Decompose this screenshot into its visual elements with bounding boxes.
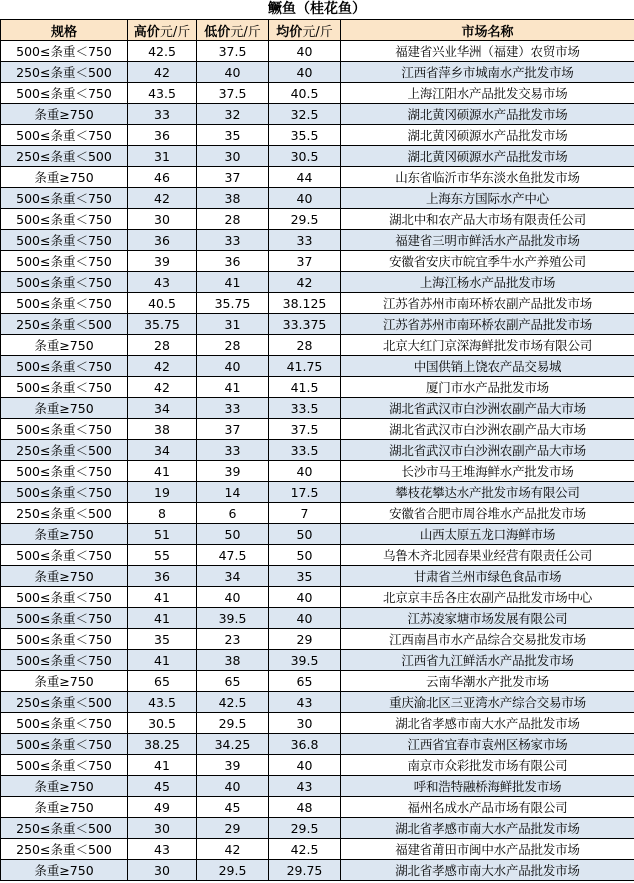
- cell-spec: 250≤条重＜500: [1, 839, 128, 860]
- cell-low-price: 32: [197, 104, 269, 125]
- cell-spec: 500≤条重＜750: [1, 251, 128, 272]
- cell-avg-price: 29.5: [269, 818, 341, 839]
- cell-spec: 500≤条重＜750: [1, 209, 128, 230]
- cell-market-name: 乌鲁木齐北园春果业经营有限责任公司: [341, 545, 634, 566]
- cell-high-price: 43.5: [128, 83, 197, 104]
- cell-low-price: 33: [197, 230, 269, 251]
- cell-low-price: 31: [197, 314, 269, 335]
- header-row: [1, 20, 634, 41]
- cell-spec: 500≤条重＜750: [1, 188, 128, 209]
- cell-spec: 500≤条重＜750: [1, 713, 128, 734]
- cell-spec: 条重≥750: [1, 776, 128, 797]
- cell-market-name: 湖北省武汉市白沙洲农副产品大市场: [341, 398, 634, 419]
- cell-avg-price: 48: [269, 797, 341, 818]
- cell-market-name: 湖北省孝感市南大水产品批发市场: [341, 860, 634, 881]
- cell-spec: 250≤条重＜500: [1, 62, 128, 83]
- cell-high-price: 46: [128, 167, 197, 188]
- cell-high-price: 42: [128, 62, 197, 83]
- cell-avg-price: 40: [269, 461, 341, 482]
- cell-avg-price: 40: [269, 755, 341, 776]
- cell-avg-price: 36.8: [269, 734, 341, 755]
- cell-high-price: 28: [128, 335, 197, 356]
- table-row: [1, 146, 634, 167]
- table-row: [1, 62, 634, 83]
- table-row: [1, 188, 634, 209]
- cell-high-price: 38: [128, 419, 197, 440]
- cell-avg-price: 37: [269, 251, 341, 272]
- cell-avg-price: 41.75: [269, 356, 341, 377]
- cell-high-price: 41: [128, 608, 197, 629]
- cell-spec: 500≤条重＜750: [1, 461, 128, 482]
- table-row: [1, 167, 634, 188]
- cell-market-name: 福州名成水产品市场有限公司: [341, 797, 634, 818]
- cell-low-price: 6: [197, 503, 269, 524]
- table-row: [1, 860, 634, 881]
- cell-avg-price: 28: [269, 335, 341, 356]
- cell-market-name: 湖北省武汉市白沙洲农副产品大市场: [341, 419, 634, 440]
- cell-high-price: 35.75: [128, 314, 197, 335]
- cell-market-name: 攀枝花攀达水产批发市场有限公司: [341, 482, 634, 503]
- header-spec: 规格: [1, 20, 128, 41]
- cell-market-name: 江西省九江鲜活水产品批发市场: [341, 650, 634, 671]
- cell-low-price: 33: [197, 398, 269, 419]
- cell-spec: 500≤条重＜750: [1, 545, 128, 566]
- cell-avg-price: 40: [269, 41, 341, 62]
- cell-market-name: 甘肃省兰州市绿色食品市场: [341, 566, 634, 587]
- cell-spec: 250≤条重＜500: [1, 146, 128, 167]
- table-row: [1, 440, 634, 461]
- cell-spec: 500≤条重＜750: [1, 734, 128, 755]
- cell-low-price: 39.5: [197, 608, 269, 629]
- cell-spec: 500≤条重＜750: [1, 482, 128, 503]
- cell-market-name: 山东省临沂市华东淡水鱼批发市场: [341, 167, 634, 188]
- table-row: [1, 209, 634, 230]
- cell-high-price: 35: [128, 629, 197, 650]
- cell-high-price: 42: [128, 188, 197, 209]
- cell-avg-price: 43: [269, 692, 341, 713]
- cell-market-name: 中国供销上饶农产品交易城: [341, 356, 634, 377]
- cell-market-name: 福建省兴业华洲（福建）农贸市场: [341, 41, 634, 62]
- table-row: [1, 776, 634, 797]
- table-row: [1, 797, 634, 818]
- table-row: [1, 566, 634, 587]
- cell-high-price: 30: [128, 818, 197, 839]
- cell-avg-price: 41.5: [269, 377, 341, 398]
- cell-high-price: 41: [128, 587, 197, 608]
- cell-low-price: 41: [197, 377, 269, 398]
- price-table: [0, 19, 634, 881]
- cell-avg-price: 33: [269, 230, 341, 251]
- cell-low-price: 39: [197, 755, 269, 776]
- cell-low-price: 45: [197, 797, 269, 818]
- cell-spec: 500≤条重＜750: [1, 587, 128, 608]
- cell-avg-price: 40.5: [269, 83, 341, 104]
- table-row: [1, 629, 634, 650]
- table-row: [1, 125, 634, 146]
- cell-market-name: 江西省宜春市袁州区杨家市场: [341, 734, 634, 755]
- cell-low-price: 37: [197, 167, 269, 188]
- cell-high-price: 19: [128, 482, 197, 503]
- cell-high-price: 36: [128, 230, 197, 251]
- header-avg-label: 均价: [276, 24, 303, 40]
- cell-high-price: 41: [128, 461, 197, 482]
- cell-high-price: 49: [128, 797, 197, 818]
- cell-low-price: 36: [197, 251, 269, 272]
- cell-low-price: 40: [197, 587, 269, 608]
- cell-avg-price: 30.5: [269, 146, 341, 167]
- cell-low-price: 37.5: [197, 41, 269, 62]
- cell-low-price: 34.25: [197, 734, 269, 755]
- cell-high-price: 51: [128, 524, 197, 545]
- table-row: [1, 650, 634, 671]
- table-row: [1, 608, 634, 629]
- table-row: [1, 272, 634, 293]
- cell-spec: 条重≥750: [1, 104, 128, 125]
- header-high-label: 高价: [133, 24, 160, 40]
- cell-low-price: 37: [197, 419, 269, 440]
- cell-high-price: 43: [128, 839, 197, 860]
- cell-high-price: 43.5: [128, 692, 197, 713]
- cell-market-name: 江苏省苏州市南环桥农副产品批发市场: [341, 293, 634, 314]
- cell-avg-price: 42.5: [269, 839, 341, 860]
- cell-spec: 500≤条重＜750: [1, 356, 128, 377]
- cell-market-name: 湖北黄冈硕源水产品批发市场: [341, 125, 634, 146]
- cell-low-price: 41: [197, 272, 269, 293]
- cell-avg-price: 30: [269, 713, 341, 734]
- cell-low-price: 65: [197, 671, 269, 692]
- cell-market-name: 长沙市马王堆海鲜水产批发市场: [341, 461, 634, 482]
- cell-market-name: 湖北省孝感市南大水产品批发市场: [341, 713, 634, 734]
- cell-low-price: 50: [197, 524, 269, 545]
- cell-market-name: 湖北黄冈硕源水产品批发市场: [341, 104, 634, 125]
- cell-spec: 条重≥750: [1, 167, 128, 188]
- cell-spec: 500≤条重＜750: [1, 41, 128, 62]
- header-low-unit: 元/斤: [230, 24, 261, 40]
- cell-high-price: 34: [128, 440, 197, 461]
- cell-market-name: 北京京丰岳各庄农副产品批发市场中心: [341, 587, 634, 608]
- header-high-unit: 元/斤: [159, 24, 191, 40]
- cell-high-price: 30: [128, 209, 197, 230]
- table-row: [1, 545, 634, 566]
- header-avg-unit: 元/斤: [302, 24, 333, 40]
- cell-high-price: 42: [128, 377, 197, 398]
- header-avg: [269, 20, 341, 41]
- cell-spec: 500≤条重＜750: [1, 650, 128, 671]
- cell-high-price: 36: [128, 566, 197, 587]
- cell-market-name: 湖北省孝感市南大水产品批发市场: [341, 818, 634, 839]
- cell-low-price: 38: [197, 650, 269, 671]
- cell-high-price: 34: [128, 398, 197, 419]
- cell-spec: 条重≥750: [1, 524, 128, 545]
- cell-avg-price: 39.5: [269, 650, 341, 671]
- table-row: [1, 461, 634, 482]
- cell-spec: 500≤条重＜750: [1, 125, 128, 146]
- cell-avg-price: 35: [269, 566, 341, 587]
- cell-market-name: 厦门市水产品批发市场: [341, 377, 634, 398]
- cell-market-name: 安徽省安庆市皖宜季牛水产养殖公司: [341, 251, 634, 272]
- cell-spec: 500≤条重＜750: [1, 629, 128, 650]
- cell-avg-price: 7: [269, 503, 341, 524]
- cell-avg-price: 33.375: [269, 314, 341, 335]
- table-row: [1, 335, 634, 356]
- cell-spec: 500≤条重＜750: [1, 377, 128, 398]
- cell-high-price: 39: [128, 251, 197, 272]
- cell-high-price: 41: [128, 650, 197, 671]
- cell-spec: 500≤条重＜750: [1, 293, 128, 314]
- cell-avg-price: 50: [269, 524, 341, 545]
- cell-market-name: 上海江杨水产品批发市场: [341, 272, 634, 293]
- table-row: [1, 230, 634, 251]
- cell-low-price: 14: [197, 482, 269, 503]
- table-body: [1, 41, 634, 881]
- cell-avg-price: 29.5: [269, 209, 341, 230]
- cell-market-name: 湖北省武汉市白沙洲农副产品大市场: [341, 440, 634, 461]
- cell-avg-price: 50: [269, 545, 341, 566]
- cell-low-price: 39: [197, 461, 269, 482]
- cell-avg-price: 35.5: [269, 125, 341, 146]
- cell-low-price: 23: [197, 629, 269, 650]
- cell-spec: 250≤条重＜500: [1, 692, 128, 713]
- cell-avg-price: 29.75: [269, 860, 341, 881]
- table-row: [1, 419, 634, 440]
- cell-high-price: 41: [128, 755, 197, 776]
- cell-market-name: 北京大红门京深海鲜批发市场有限公司: [341, 335, 634, 356]
- cell-market-name: 江苏凌家塘市场发展有限公司: [341, 608, 634, 629]
- cell-low-price: 42.5: [197, 692, 269, 713]
- cell-low-price: 40: [197, 776, 269, 797]
- cell-market-name: 重庆渝北区三亚湾水产综合交易市场: [341, 692, 634, 713]
- cell-high-price: 33: [128, 104, 197, 125]
- cell-market-name: 江西南昌市水产品综合交易批发市场: [341, 629, 634, 650]
- cell-avg-price: 40: [269, 587, 341, 608]
- cell-high-price: 55: [128, 545, 197, 566]
- cell-avg-price: 33.5: [269, 398, 341, 419]
- cell-low-price: 35: [197, 125, 269, 146]
- cell-avg-price: 29: [269, 629, 341, 650]
- cell-low-price: 33: [197, 440, 269, 461]
- table-row: [1, 377, 634, 398]
- cell-market-name: 上海东方国际水产中心: [341, 188, 634, 209]
- cell-market-name: 山西太原五龙口海鲜市场: [341, 524, 634, 545]
- sheet-title: 鳜鱼（桂花鱼）: [268, 1, 366, 17]
- cell-spec: 500≤条重＜750: [1, 419, 128, 440]
- cell-spec: 500≤条重＜750: [1, 608, 128, 629]
- cell-high-price: 36: [128, 125, 197, 146]
- table-row: [1, 734, 634, 755]
- cell-low-price: 37.5: [197, 83, 269, 104]
- cell-market-name: 江苏省苏州市南环桥农副产品批发市场: [341, 314, 634, 335]
- cell-high-price: 43: [128, 272, 197, 293]
- cell-market-name: 云南华潮水产批发市场: [341, 671, 634, 692]
- cell-avg-price: 37.5: [269, 419, 341, 440]
- table-row: [1, 524, 634, 545]
- cell-high-price: 40.5: [128, 293, 197, 314]
- cell-high-price: 45: [128, 776, 197, 797]
- table-row: [1, 587, 634, 608]
- table-row: [1, 251, 634, 272]
- header-high: [128, 20, 197, 41]
- cell-avg-price: 40: [269, 62, 341, 83]
- cell-low-price: 40: [197, 62, 269, 83]
- cell-market-name: 呼和浩特融桥海鲜批发市场: [341, 776, 634, 797]
- table-row: [1, 713, 634, 734]
- cell-low-price: 30: [197, 146, 269, 167]
- cell-high-price: 30: [128, 860, 197, 881]
- cell-avg-price: 65: [269, 671, 341, 692]
- cell-market-name: 湖北中和农产品大市场有限责任公司: [341, 209, 634, 230]
- cell-low-price: 28: [197, 209, 269, 230]
- header-low: [197, 20, 269, 41]
- cell-avg-price: 17.5: [269, 482, 341, 503]
- cell-high-price: 38.25: [128, 734, 197, 755]
- cell-avg-price: 43: [269, 776, 341, 797]
- cell-market-name: 江西省萍乡市城南水产批发市场: [341, 62, 634, 83]
- cell-spec: 250≤条重＜500: [1, 440, 128, 461]
- table-row: [1, 83, 634, 104]
- cell-spec: 250≤条重＜500: [1, 314, 128, 335]
- cell-avg-price: 33.5: [269, 440, 341, 461]
- cell-market-name: 福建省莆田市闽中水产品批发市场: [341, 839, 634, 860]
- header-market: 市场名称: [341, 20, 634, 41]
- table-row: [1, 314, 634, 335]
- cell-low-price: 35.75: [197, 293, 269, 314]
- cell-high-price: 42.5: [128, 41, 197, 62]
- cell-low-price: 28: [197, 335, 269, 356]
- table-row: [1, 398, 634, 419]
- table-row: [1, 503, 634, 524]
- table-row: [1, 671, 634, 692]
- cell-market-name: 福建省三明市鲜活水产品批发市场: [341, 230, 634, 251]
- cell-low-price: 34: [197, 566, 269, 587]
- cell-low-price: 38: [197, 188, 269, 209]
- cell-spec: 条重≥750: [1, 398, 128, 419]
- cell-avg-price: 32.5: [269, 104, 341, 125]
- cell-high-price: 65: [128, 671, 197, 692]
- table-row: [1, 293, 634, 314]
- cell-high-price: 8: [128, 503, 197, 524]
- cell-high-price: 30.5: [128, 713, 197, 734]
- header-low-label: 低价: [204, 24, 231, 40]
- cell-spec: 条重≥750: [1, 860, 128, 881]
- table-row: [1, 356, 634, 377]
- table-row: [1, 755, 634, 776]
- cell-avg-price: 38.125: [269, 293, 341, 314]
- cell-avg-price: 44: [269, 167, 341, 188]
- cell-high-price: 31: [128, 146, 197, 167]
- cell-spec: 500≤条重＜750: [1, 83, 128, 104]
- cell-spec: 250≤条重＜500: [1, 818, 128, 839]
- cell-avg-price: 40: [269, 188, 341, 209]
- cell-low-price: 47.5: [197, 545, 269, 566]
- table-row: [1, 692, 634, 713]
- cell-low-price: 29.5: [197, 860, 269, 881]
- cell-spec: 500≤条重＜750: [1, 755, 128, 776]
- cell-market-name: 上海江阳水产品批发交易市场: [341, 83, 634, 104]
- cell-low-price: 42: [197, 839, 269, 860]
- cell-spec: 条重≥750: [1, 797, 128, 818]
- table-row: [1, 818, 634, 839]
- cell-market-name: 湖北黄冈硕源水产品批发市场: [341, 146, 634, 167]
- cell-market-name: 南京市众彩批发市场有限公司: [341, 755, 634, 776]
- cell-avg-price: 40: [269, 608, 341, 629]
- cell-spec: 500≤条重＜750: [1, 272, 128, 293]
- table-row: [1, 482, 634, 503]
- cell-spec: 条重≥750: [1, 335, 128, 356]
- cell-low-price: 40: [197, 356, 269, 377]
- cell-avg-price: 42: [269, 272, 341, 293]
- table-row: [1, 41, 634, 62]
- cell-spec: 条重≥750: [1, 671, 128, 692]
- cell-spec: 500≤条重＜750: [1, 230, 128, 251]
- cell-spec: 条重≥750: [1, 566, 128, 587]
- table-row: [1, 104, 634, 125]
- cell-spec: 250≤条重＜500: [1, 503, 128, 524]
- cell-market-name: 安徽省合肥市周谷堆水产品批发市场: [341, 503, 634, 524]
- cell-high-price: 42: [128, 356, 197, 377]
- cell-low-price: 29: [197, 818, 269, 839]
- table-row: [1, 839, 634, 860]
- cell-low-price: 29.5: [197, 713, 269, 734]
